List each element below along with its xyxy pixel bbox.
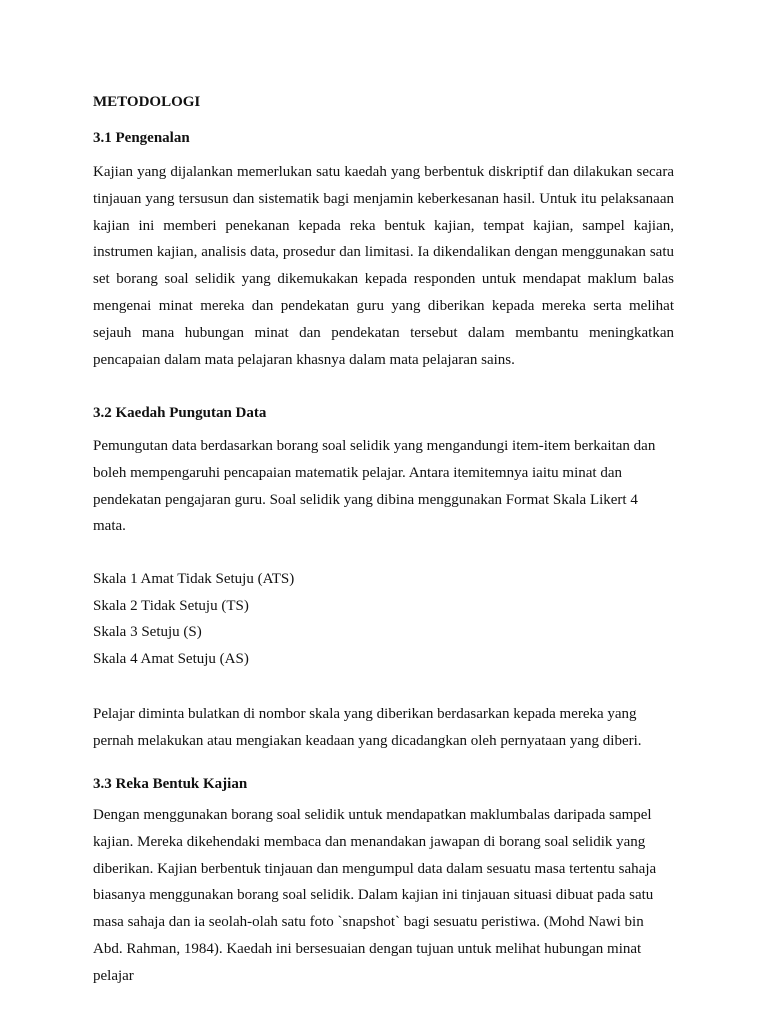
likert-scale-list [93,566,294,672]
paragraph-reka-bentuk: Dengan menggunakan borang soal selidik untuk mendapatkan maklumbalas daripada sampel kajian. Mereka dikehendaki membaca dan menandakan jawapan di borang soal selidik yang diberikan. Kajian berbentuk tinjauan dan mengumpul data dalam sesuatu masa tertentu sahaja biasanya menggunakan borang soal selidik. Dalam kajian ini tinjauan situasi dibuat pada satu masa sahaja dan ia seolah-olah satu foto `snapshot` bagi sesuatu peristiwa. (Mohd Nawi bin Abd. Rahman, 1984). Kaedah ini bersesuaian dengan tujuan untuk melihat hubungan minat pelajar [93,807,657,984]
paragraph-skala-instruction: Pelajar diminta bulatkan di nombor skala yang diberikan berdasarkan kepada mereka yang pernah melakukan atau mengiakan keadaan yang dicadangkan oleh pernyataan yang diberi. [93,706,642,749]
section-heading-reka-bentuk-kajian: 3.3 Reka Bentuk Kajian [93,776,248,792]
likert-scale-item: Skala 2 Tidak Setuju (TS) [93,597,249,614]
section-heading-pengenalan: 3.1 Pengenalan [93,130,190,146]
likert-scale-item: Skala 4 Amat Setuju (AS) [93,650,249,667]
likert-scale-item: Skala 1 Amat Tidak Setuju (ATS) [93,571,295,587]
likert-scale-item: Skala 3 Setuju (S) [93,624,202,641]
paragraph-pengenalan: Kajian yang dijalankan memerlukan satu kaedah yang berbentuk diskriptif dan dilakukan secara tinjauan yang tersusun dan sistematik bagi menjamin keberkesanan hasil. Untuk itu pelaksanaan kajian ini memberi penekanan kepada reka bentuk kajian, tempat kajian, sampel kajian, instrumen kajian, analisis data, prosedur dan limitasi. Ia dikendalikan dengan menggunakan satu set borang soal selidik yang dikemukakan kepada responden untuk mendapat maklum balas mengenai minat mereka dan pendekatan guru yang diberikan kepada mereka serta melihat sejauh mana hubungan minat dan pendekatan tersebut dalam membantu meningkatkan pencapaian dalam mata pelajaran khasnya dalam mata pelajaran sains. [93,164,674,368]
section-heading-kaedah-pungutan-data: 3.2 Kaedah Pungutan Data [93,405,267,421]
document-title: METODOLOGI [93,94,201,110]
paragraph-pungutan-data: Pemungutan data berdasarkan borang soal selidik yang mengandungi item-item berkaitan dan boleh mempengaruhi pencapaian matematik pelajar. Antara itemitemnya iaitu minat dan pendekatan pengajaran guru. Soal selidik yang dibina menggunakan Format Skala Likert 4 mata. [93,438,656,535]
